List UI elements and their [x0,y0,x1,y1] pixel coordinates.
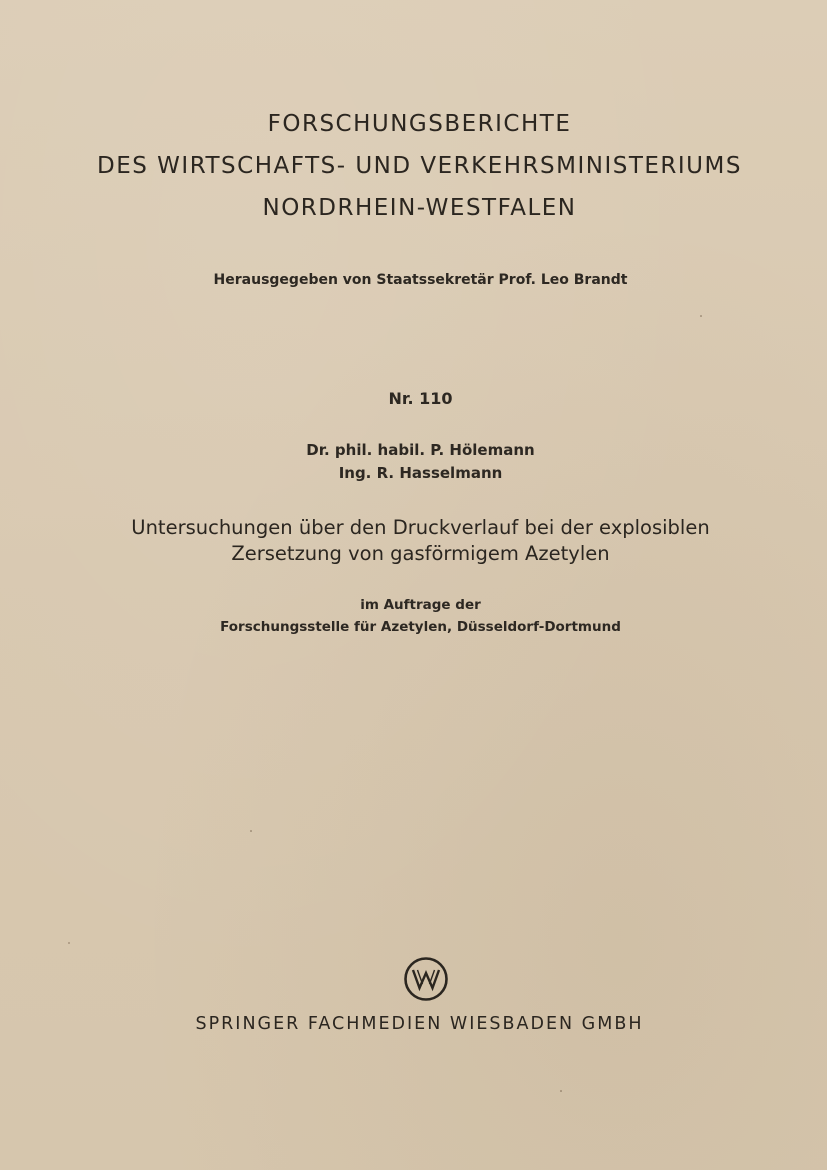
paper-speck [700,315,702,317]
series-title-line-2: DES WIRTSCHAFTS- UND VERKEHRSMINISTERIUMS [97,153,742,179]
book-title-line-2: Zersetzung von gasförmigem Azetylen [231,542,610,565]
paper-speck [68,942,70,944]
commission-line-2: Forschungsstelle für Azetylen, Düsseldorf-Dortmund [220,619,621,635]
series-title-line-1: FORSCHUNGSBERICHTE [267,111,572,137]
editor-line: Herausgegeben von Staatssekretär Prof. Leo Brandt [213,272,628,288]
author-1: Dr. phil. habil. P. Hölemann [306,441,535,459]
publisher-name: SPRINGER FACHMEDIEN WIESBADEN GMBH [195,1014,644,1034]
author-2: Ing. R. Hasselmann [338,464,503,482]
paper-speck [560,1090,562,1092]
book-title-line-1: Untersuchungen über den Druckverlauf bei der explosiblen [131,516,710,539]
paper-speck [250,830,252,832]
commission-line-1: im Auftrage der [360,597,481,613]
report-number: Nr. 110 [388,389,453,408]
series-title-line-3: NORDRHEIN-WESTFALEN [262,195,577,221]
springer-w-logo-icon [403,956,449,1002]
